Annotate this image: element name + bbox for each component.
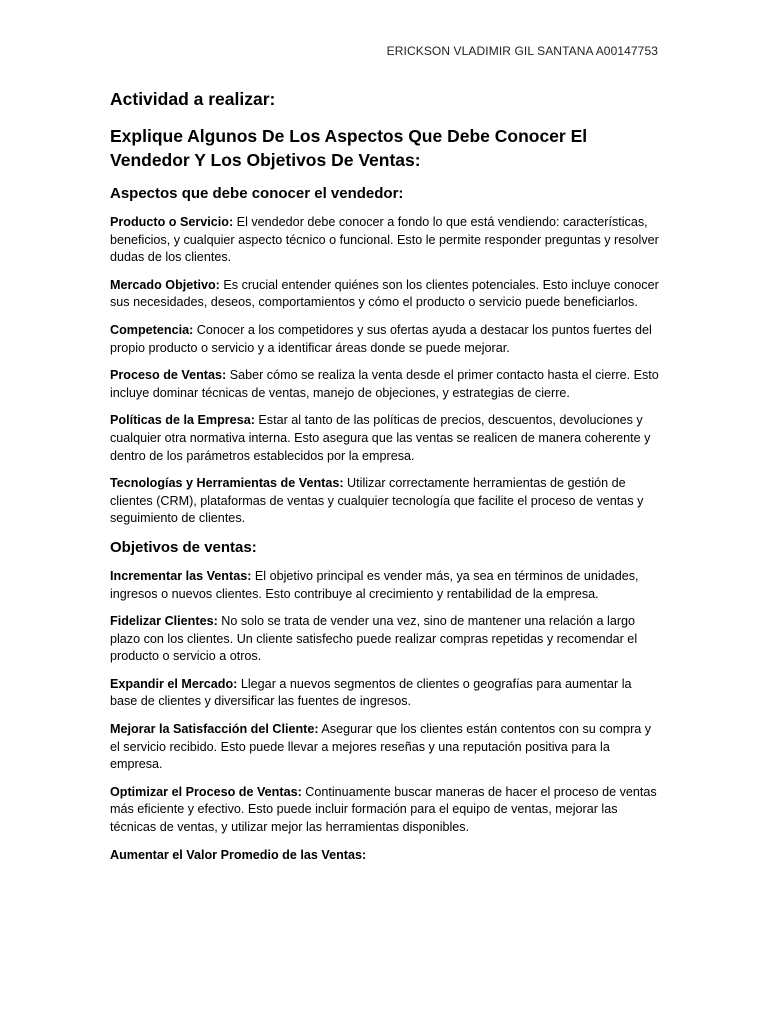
aspect-term: Políticas de la Empresa: xyxy=(110,413,255,428)
aspect-text: Utilizar correctamente herramientas de gestión de clientes (CRM), plataformas de ventas y cualquier tecnología que facilite el proceso de ventas y seguimiento de clientes. xyxy=(110,476,644,526)
objective-text: Asegurar que los clientes están contentos con su compra y el servicio recibido. Esto puede llevar a mejores reseñas y una reputación positiva para la empresa. xyxy=(110,722,652,772)
objective-item-expand-market xyxy=(110,676,660,711)
aspect-term: Proceso de Ventas: xyxy=(110,368,227,383)
aspects-heading: Aspectos que debe conocer el vendedor: xyxy=(110,185,404,202)
aspect-item-technology xyxy=(110,475,660,528)
objective-term: Incrementar las Ventas: xyxy=(110,568,252,583)
activity-title: Actividad a realizar: xyxy=(110,89,276,109)
aspect-text: Conocer a los competidores y sus ofertas ayuda a destacar los puntos fuertes del propio producto o servicio y a identificar áreas donde se puede mejorar. xyxy=(110,322,652,355)
objective-item-increase-sales xyxy=(110,568,660,603)
aspect-text: Estar al tanto de las políticas de precios, descuentos, devoluciones y cualquier otra normativa interna. Esto asegura que las ventas se realicen de manera coherente y dentro de los parámetros establecidos por la empresa. xyxy=(110,413,651,463)
aspect-term: Producto o Servicio: xyxy=(110,215,234,229)
objective-item-loyalty xyxy=(110,613,660,666)
objectives-heading: Objetivos de ventas: xyxy=(110,538,257,556)
objective-term: Fidelizar Clientes: xyxy=(110,614,218,629)
document-body xyxy=(110,88,660,874)
aspect-term: Mercado Objetivo: xyxy=(110,277,220,292)
objective-text: Llegar a nuevos segmentos de clientes o geografías para aumentar la base de clientes y diversificar las fuentes de ingresos. xyxy=(110,676,632,709)
aspect-item-market xyxy=(110,277,660,312)
objectives-list xyxy=(110,568,660,864)
aspect-text: El vendedor debe conocer a fondo lo que está vendiendo: características, beneficios, y cualquier aspecto técnico o funcional. Esto le permite responder preguntas y resolver dudas de los clientes. xyxy=(110,215,659,265)
objective-text: El objetivo principal es vender más, ya sea en términos de unidades, ingresos o nuevos clientes. Esto contribuye al crecimiento y rentabilidad de la empresa. xyxy=(110,568,639,601)
objective-term: Aumentar el Valor Promedio de las Ventas: xyxy=(110,847,367,862)
objective-item-satisfaction xyxy=(110,721,660,774)
aspect-text: Es crucial entender quiénes son los clientes potenciales. Esto incluye conocer sus necesidades, deseos, comportamientos y cómo el producto o servicio puede beneficiarlos. xyxy=(110,277,659,310)
aspect-term: Tecnologías y Herramientas de Ventas: xyxy=(110,476,344,491)
objective-text: Continuamente buscar maneras de hacer el proceso de ventas más eficiente y efectivo. Esto puede incluir formación para el equipo de ventas, mejorar las técnicas de ventas, y utilizar mejor las herramientas disponibles. xyxy=(110,784,657,835)
objective-item-average-value xyxy=(110,847,660,865)
aspect-item-sales-process xyxy=(110,367,660,402)
objective-term: Expandir el Mercado: xyxy=(110,676,238,691)
aspects-list xyxy=(110,214,660,528)
aspect-term: Competencia: xyxy=(110,322,194,337)
aspect-text: Saber cómo se realiza la venta desde el primer contacto hasta el cierre. Esto incluye dominar técnicas de ventas, manejo de objeciones, y estrategias de cierre. xyxy=(110,368,659,400)
main-title: Explique Algunos De Los Aspectos Que Debe Conocer El Vendedor Y Los Objetivos De Ventas: xyxy=(110,126,588,170)
page-header-author: ERICKSON VLADIMIR GIL SANTANA A00147753 xyxy=(386,44,658,58)
aspect-item-competition xyxy=(110,322,660,357)
objective-text: No solo se trata de vender una vez, sino de mantener una relación a largo plazo con los clientes. Un cliente satisfecho puede realizar compras repetidas y recomendar el producto o servicio a otros. xyxy=(110,614,638,664)
objective-term: Optimizar el Proceso de Ventas: xyxy=(110,784,302,799)
objective-item-optimize-process xyxy=(110,784,660,837)
objective-term: Mejorar la Satisfacción del Cliente: xyxy=(110,722,319,737)
aspect-item-product xyxy=(110,214,660,267)
aspect-item-policies xyxy=(110,412,660,465)
